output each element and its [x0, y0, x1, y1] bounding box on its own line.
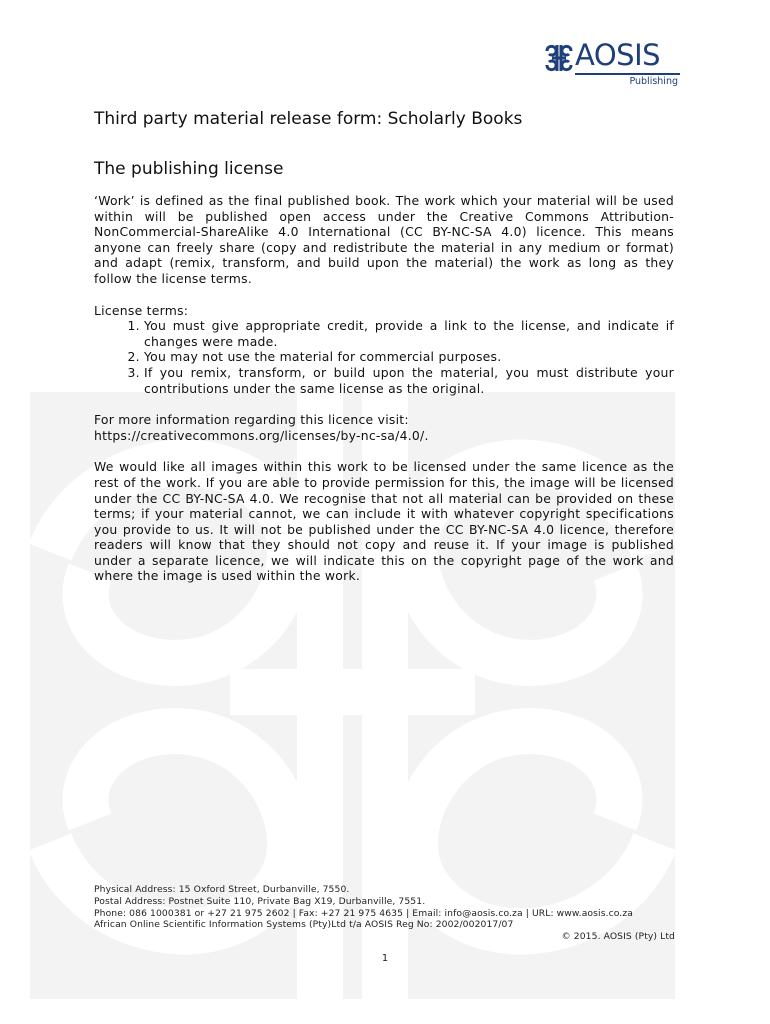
license-terms-list: [94, 318, 674, 396]
copyright-notice: © 2015. AOSIS (Pty) Ltd: [561, 931, 675, 943]
section-heading: The publishing license: [94, 159, 284, 179]
physical-address: Physical Address: 15 Oxford Street, Durbanville, 7550.: [94, 884, 350, 895]
contact-details: Phone: 086 1000381 or +27 21 975 2602 | Fax: +27 21 975 4635 | Email: info@aosis.co.za | URL: www.aosis.co.za: [94, 907, 633, 919]
more-info-paragraph: [94, 412, 674, 443]
company-registration: African Online Scientific Information Systems (Pty)Ltd t/a AOSIS Reg No: 2002/002017/07: [94, 919, 514, 931]
aosis-emblem-icon: [545, 43, 573, 73]
postal-address: Postal Address: Postnet Suite 110, Private Bag X19, Durbanville, 7551.: [94, 895, 426, 907]
license-link[interactable]: https://creativecommons.org/licenses/by-nc-sa/4.0/.: [94, 427, 429, 443]
footer: [94, 884, 675, 943]
intro-paragraph: ‘Work’ is defined as the final published book. The work which your material will be used within will be published open access under the Creative Commons Attribution-NonCommercial-ShareAlike 4.0 International (CC BY-NC-SA 4.0) licence. This means anyone can freely share (copy and redistribute the material in any medium or format) and adapt (remix, transform, and build upon the material) the work as long as they follow the license terms.: [94, 193, 674, 286]
page-number: 1: [381, 953, 389, 964]
page-title: Third party material release form: Scholarly Books: [94, 109, 523, 129]
images-paragraph: We would like all images within this work to be licensed under the same licence as the rest of the work. If you are able to provide permission for this, the image will be licensed under the CC BY-NC-SA 4.0. We recognise that not all material can be provided on these terms; if your material cannot, we can include it with whatever copyright specifications you provide to us. It will not be published under the CC BY-NC-SA 4.0 licence, therefore readers will know that they should not copy and reuse it. If your image is published under a separate licence, we will indicate this on the copyright page of the work and where the image is used within the work.: [94, 459, 674, 584]
logo-subtitle: Publishing: [629, 76, 678, 87]
document-body: [94, 108, 674, 600]
list-item: 3. If you remix, transform, or build upon the material, you must distribute your contributions under the same license as the original.: [144, 365, 674, 396]
list-item: 1. You must give appropriate credit, provide a link to the license, and indicate if changes were made.: [144, 318, 674, 349]
license-terms-label: License terms:: [94, 302, 189, 318]
more-info-text: For more information regarding this licence visit:: [94, 412, 409, 428]
aosis-logo: [545, 38, 680, 90]
logo-wordmark: AOSIS: [575, 38, 661, 72]
list-item: 2. You may not use the material for commercial purposes.: [144, 349, 674, 365]
logo-underline: [575, 73, 680, 75]
